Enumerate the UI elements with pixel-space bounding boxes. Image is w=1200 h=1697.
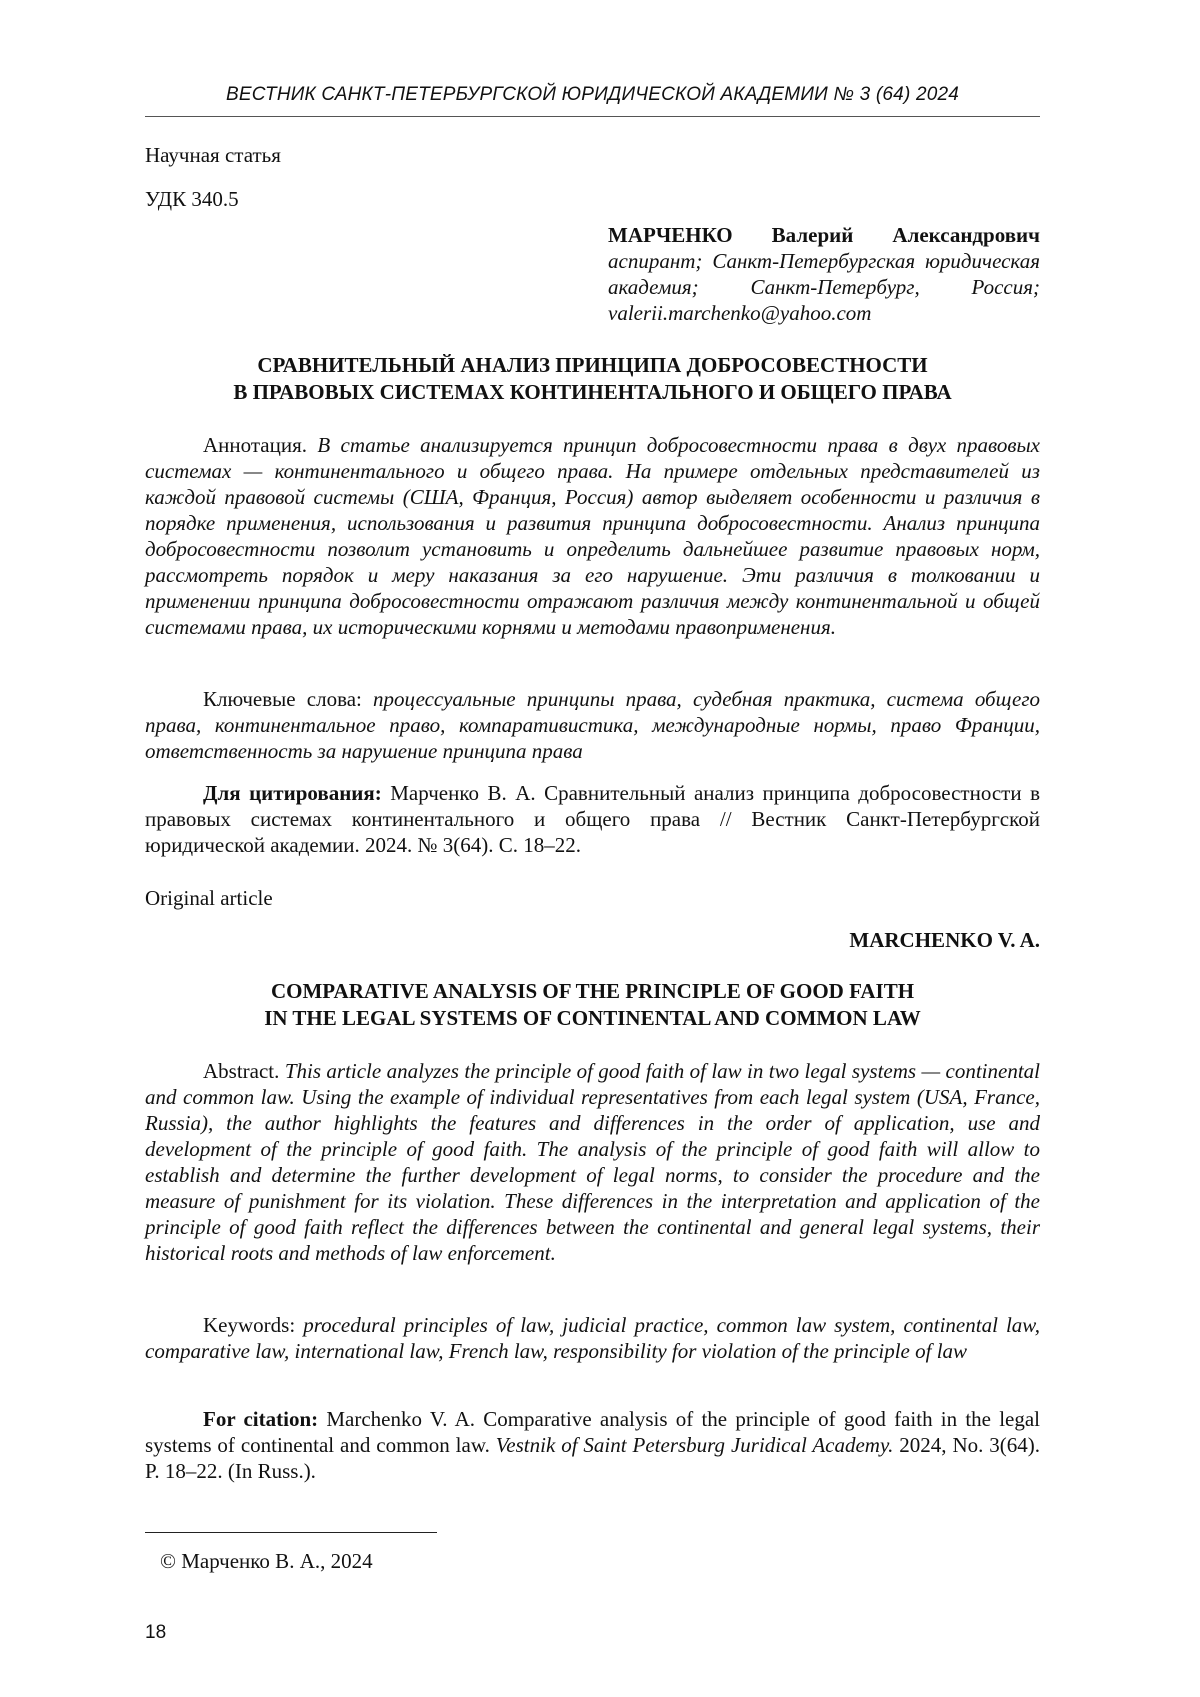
author-name-ru: МАРЧЕНКО Валерий Александрович xyxy=(608,223,1040,247)
author-block-ru xyxy=(608,222,1040,326)
abstract-en xyxy=(145,1058,1040,1266)
title-en-line-2: IN THE LEGAL SYSTEMS OF CONTINENTAL AND COMMON LAW xyxy=(264,1006,921,1030)
keywords-label-ru: Ключевые слова: xyxy=(203,687,362,711)
citation-text-en: Marchenko V. A. Comparative analysis of the principle of good faith in the legal systems of continental and common law. xyxy=(145,1407,1041,1457)
article-type-en: Original article xyxy=(145,886,273,910)
title-ru-line-1: СРАВНИТЕЛЬНЫЙ АНАЛИЗ ПРИНЦИПА ДОБРОСОВЕСТНОСТИ xyxy=(257,353,928,377)
author-affiliation-ru: аспирант; Санкт-Петербургская юридическая академия; Санкт-Петербург, Россия; valerii.marchenko@yahoo.com xyxy=(608,249,1040,325)
annotation-ru xyxy=(145,432,1040,640)
keywords-en xyxy=(145,1312,1040,1364)
annotation-text-ru: В статье анализируется принцип добросовестности права в двух правовых системах — континентального и общего права. На примере отдельных представителей из каждой правовой системы (США, Франция, Россия) автор выделяет особенности и различия в порядке применения, использования и развития принципа добросовестности. Анализ принципа добросовестности позволит установить и определить дальнейшее развитие правовых норм, рассмотреть порядок и меру наказания за его нарушение. Эти различия в толковании и применении принципа добросовестности отражают различия между континентальной и общей системами права, их историческими корнями и методами правоприменения. xyxy=(145,433,1040,639)
citation-details-en: 2024, No. 3(64). P. 18–22. (In Russ.). xyxy=(145,1433,1041,1483)
annotation-label-ru: Аннотация. xyxy=(203,433,308,457)
keywords-text-ru: процессуальные принципы права, судебная практика, система общего права, континентальное право, компаративистика, международные нормы, право Франции, ответственность за нарушение принципа права xyxy=(145,687,1041,763)
article-title-ru xyxy=(145,352,1040,406)
citation-en xyxy=(145,1406,1040,1484)
citation-ru xyxy=(145,780,1040,858)
article-type-ru: Научная статья xyxy=(145,143,281,167)
udc-code: УДК 340.5 xyxy=(145,187,239,211)
citation-label-ru: Для цитирования: xyxy=(203,781,382,805)
keywords-ru xyxy=(145,686,1040,764)
footnote-divider xyxy=(145,1532,437,1533)
title-en-line-1: COMPARATIVE ANALYSIS OF THE PRINCIPLE OF GOOD FAITH xyxy=(270,979,915,1003)
copyright-note: © Марченко В. А., 2024 xyxy=(160,1549,373,1573)
keywords-label-en: Keywords: xyxy=(203,1313,296,1337)
abstract-text-en: This article analyzes the principle of good faith of law in two legal systems — continental and common law. Using the example of individual representatives from each legal system (USA, France, Russia), the author highlights the features and differences in the order of application, use and development of the principle of good faith. The analysis of the principle of good faith will allow to establish and determine the further development of legal norms, to consider the procedure and the measure of punishment for its violation. These differences in the interpretation and application of the principle of good faith reflect the differences between the continental and general legal systems, their historical roots and methods of law enforcement. xyxy=(145,1059,1041,1265)
title-ru-line-2: В ПРАВОВЫХ СИСТЕМАХ КОНТИНЕНТАЛЬНОГО И ОБЩЕГО ПРАВА xyxy=(233,380,952,404)
keywords-text-en: procedural principles of law, judicial practice, common law system, continental law, comparative law, international law, French law, responsibility for violation of the principle of law xyxy=(145,1313,1040,1363)
article-title-en xyxy=(145,978,1040,1032)
abstract-label-en: Abstract. xyxy=(203,1059,280,1083)
running-header: ВЕСТНИК САНКТ-ПЕТЕРБУРГСКОЙ ЮРИДИЧЕСКОЙ АКАДЕМИИ № 3 (64) 2024 xyxy=(225,84,960,105)
citation-text-ru: Марченко В. А. Сравнительный анализ принципа добросовестности в правовых системах континентального и общего права // Вестник Санкт-Петербургской юридической академии. 2024. № 3(64). С. 18–22. xyxy=(145,781,1041,857)
author-name-en: MARCHENKO V. A. xyxy=(849,928,1040,952)
header-divider xyxy=(145,116,1040,117)
page-number: 18 xyxy=(145,1622,167,1643)
citation-journal-en: Vestnik of Saint Petersburg Juridical Academy. xyxy=(495,1433,894,1457)
citation-label-en: For citation: xyxy=(203,1407,319,1431)
